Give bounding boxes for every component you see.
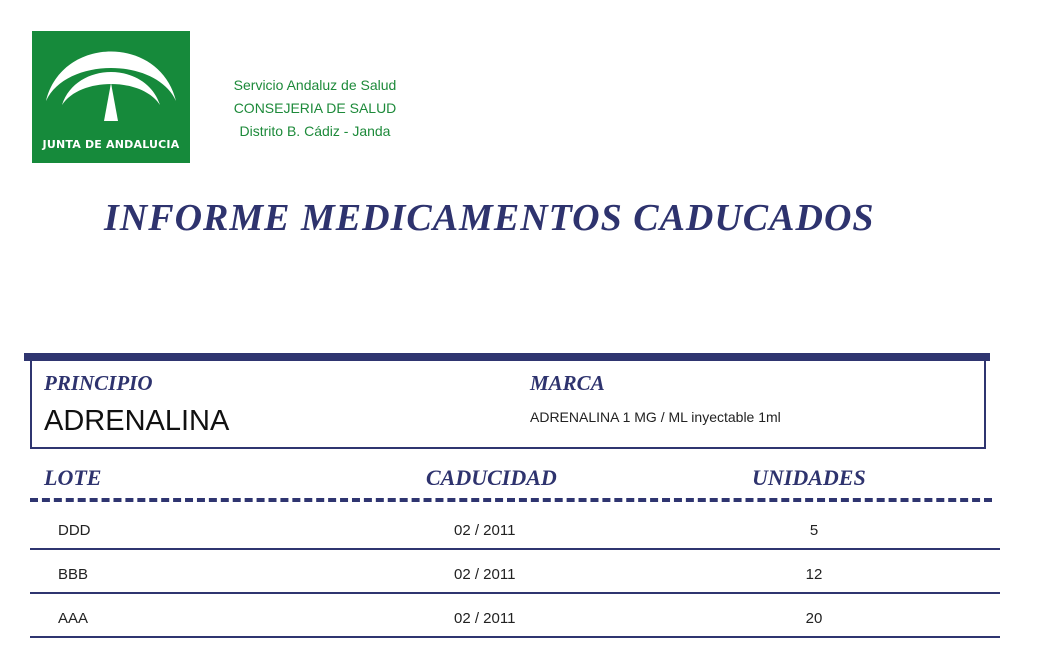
lote-cell: AAA (58, 610, 89, 627)
caducidad-cell: 02 / 2011 (454, 610, 516, 627)
caducidad-cell: 02 / 2011 (454, 522, 516, 539)
principio-label: PRINCIPIO (44, 371, 153, 395)
principio-value: ADRENALINA (44, 405, 230, 437)
column-header-caducidad: CADUCIDAD (426, 465, 557, 490)
organization-block (205, 74, 425, 143)
org-line-service: Servicio Andaluz de Salud (233, 77, 397, 93)
table-row (30, 506, 1000, 550)
header-dashed-divider (30, 498, 992, 502)
caducidad-cell: 02 / 2011 (454, 566, 516, 583)
table-row (30, 594, 1000, 638)
marca-value: ADRENALINA 1 MG / ML inyectable 1ml (530, 409, 781, 425)
table-row (30, 550, 1000, 594)
product-box (30, 361, 986, 449)
product-box-top-bar (24, 353, 990, 361)
report-title: INFORME MEDICAMENTOS CADUCADOS (104, 197, 875, 239)
marca-label: MARCA (530, 371, 605, 395)
lote-cell: BBB (58, 566, 89, 583)
unidades-cell: 12 (805, 566, 823, 583)
lote-cell: DDD (58, 522, 91, 539)
org-line-ministry: CONSEJERIA DE SALUD (233, 100, 397, 116)
unidades-cell: 20 (805, 610, 823, 627)
org-line-district: Distrito B. Cádiz - Janda (239, 123, 391, 139)
column-header-lote: LOTE (44, 465, 102, 490)
unidades-cell: 5 (809, 522, 819, 539)
column-header-unidades: UNIDADES (752, 465, 866, 490)
junta-de-andalucia-logo (32, 31, 190, 163)
logo-text: JUNTA DE ANDALUCIA (42, 138, 180, 151)
